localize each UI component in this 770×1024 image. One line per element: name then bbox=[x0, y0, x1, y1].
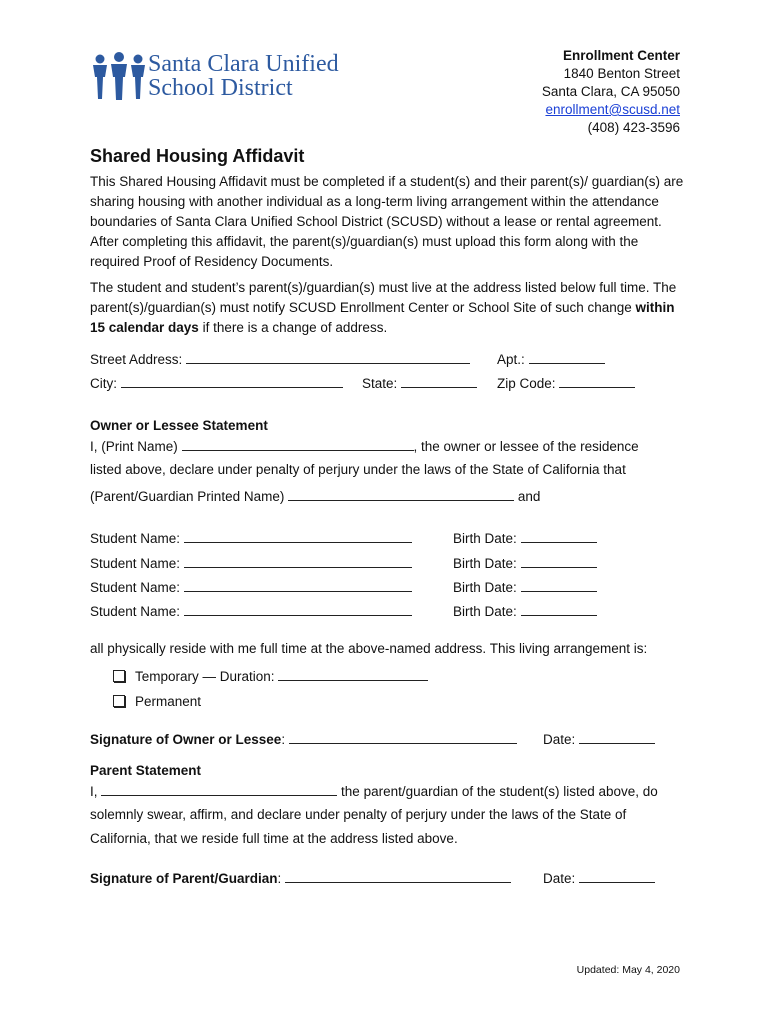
logo-line-1: Santa Clara Unified bbox=[148, 51, 339, 77]
parent-date-field[interactable] bbox=[543, 869, 655, 886]
people-logo-icon bbox=[92, 52, 146, 102]
intro-paragraph: This Shared Housing Affidavit must be completed if a student(s) and their parent(s)/ guardian(s) are sharing housing with another individual as a long-term living arrangement within the attendance boundaries of Santa Clara Unified School District (SCUSD) without a lease or rental agreement. After completing this affidavit, the parent(s)/guardian(s) must upload this form along with the required Proof of Residency Documents. bbox=[90, 174, 684, 269]
street-address-field[interactable] bbox=[90, 350, 470, 367]
permanent-label: Permanent bbox=[135, 694, 202, 709]
birth-date-field[interactable] bbox=[453, 578, 597, 595]
owner-date-field[interactable] bbox=[543, 730, 655, 747]
page-title: Shared Housing Affidavit bbox=[90, 146, 305, 166]
student-name-label: Student Name: bbox=[90, 604, 181, 619]
owner-signature-label: Signature of Owner or Lessee bbox=[90, 732, 282, 747]
notice-paragraph bbox=[90, 278, 690, 338]
state-label: State: bbox=[362, 376, 398, 391]
parent-signature-field[interactable] bbox=[90, 869, 511, 886]
street-label: Street Address: bbox=[90, 352, 183, 367]
notice-text-end: if there is a change of address. bbox=[198, 320, 388, 335]
parent-line-2: solemnly swear, affirm, and declare under penalty of perjury under the laws of the State of bbox=[90, 807, 627, 822]
birth-date-blank[interactable] bbox=[521, 602, 597, 616]
student-name-field[interactable] bbox=[90, 578, 412, 595]
birth-date-label: Birth Date: bbox=[453, 556, 517, 571]
parent-line-1-end: the parent/guardian of the student(s) listed above, do bbox=[341, 784, 658, 799]
guardian-name-line[interactable] bbox=[90, 487, 540, 504]
birth-date-label: Birth Date: bbox=[453, 531, 517, 546]
parent-line-3: California, that we reside full time at the address listed above. bbox=[90, 831, 458, 846]
owner-date-blank[interactable] bbox=[579, 730, 655, 744]
zip-field[interactable] bbox=[497, 374, 635, 391]
city-label: City: bbox=[90, 376, 117, 391]
birth-date-label: Birth Date: bbox=[453, 604, 517, 619]
notice-deadline: within 15 calendar days bbox=[90, 300, 675, 335]
student-name-field[interactable] bbox=[90, 554, 412, 571]
reside-statement: all physically reside with me full time at the above-named address. This living arrangement is: bbox=[90, 641, 648, 656]
temporary-checkbox[interactable] bbox=[113, 670, 125, 682]
address-line-1: 1840 Benton Street bbox=[563, 66, 680, 81]
birth-date-blank[interactable] bbox=[521, 578, 597, 592]
zip-label: Zip Code: bbox=[497, 376, 556, 391]
parent-name-blank[interactable] bbox=[101, 782, 337, 796]
updated-date: Updated: May 4, 2020 bbox=[576, 964, 680, 976]
owner-signature-colon: : bbox=[281, 732, 286, 747]
parent-date-label: Date: bbox=[543, 871, 576, 886]
student-name-label: Student Name: bbox=[90, 556, 181, 571]
temporary-option[interactable] bbox=[113, 667, 428, 684]
owner-name-blank[interactable] bbox=[182, 437, 414, 451]
parent-signature-blank[interactable] bbox=[285, 869, 511, 883]
guardian-name-blank[interactable] bbox=[288, 487, 514, 501]
owner-signature-blank[interactable] bbox=[289, 730, 517, 744]
city-blank[interactable] bbox=[121, 374, 343, 388]
birth-date-label: Birth Date: bbox=[453, 580, 517, 595]
apt-field[interactable] bbox=[497, 350, 605, 367]
address-line-2: Santa Clara, CA 95050 bbox=[541, 84, 680, 99]
student-name-blank[interactable] bbox=[184, 529, 412, 543]
student-name-label: Student Name: bbox=[90, 580, 181, 595]
district-name bbox=[148, 52, 339, 100]
birth-date-field[interactable] bbox=[453, 554, 597, 571]
zip-blank[interactable] bbox=[559, 374, 635, 388]
print-name-label: I, (Print Name) bbox=[90, 439, 178, 454]
permanent-checkbox[interactable] bbox=[113, 695, 125, 707]
student-name-label: Student Name: bbox=[90, 531, 181, 546]
duration-blank[interactable] bbox=[278, 667, 428, 681]
parent-signature-label: Signature of Parent/Guardian bbox=[90, 871, 278, 886]
contact-title: Enrollment Center bbox=[562, 48, 680, 63]
owner-line-2: listed above, declare under penalty of perjury under the laws of the State of California that bbox=[90, 462, 626, 477]
parent-date-blank[interactable] bbox=[579, 869, 655, 883]
owner-signature-field[interactable] bbox=[90, 730, 517, 747]
birth-date-field[interactable] bbox=[453, 529, 597, 546]
birth-date-blank[interactable] bbox=[521, 529, 597, 543]
contact-info bbox=[542, 47, 680, 137]
permanent-option[interactable] bbox=[113, 694, 201, 709]
email-link[interactable]: enrollment@scusd.net bbox=[545, 102, 680, 117]
and-text: and bbox=[517, 489, 541, 504]
city-field[interactable] bbox=[90, 374, 343, 391]
street-blank[interactable] bbox=[186, 350, 470, 364]
birth-date-field[interactable] bbox=[453, 602, 597, 619]
parent-heading: Parent Statement bbox=[90, 763, 202, 778]
owner-line-1-end: , the owner or lessee of the residence bbox=[413, 439, 639, 454]
owner-print-name-line[interactable] bbox=[90, 437, 639, 454]
guardian-name-label: (Parent/Guardian Printed Name) bbox=[90, 489, 285, 504]
state-blank[interactable] bbox=[401, 374, 477, 388]
phone-number: (408) 423-3596 bbox=[587, 120, 680, 135]
student-name-field[interactable] bbox=[90, 602, 412, 619]
temporary-label: Temporary — Duration: bbox=[135, 669, 275, 684]
district-logo bbox=[92, 52, 362, 104]
state-field[interactable] bbox=[362, 374, 477, 391]
student-name-blank[interactable] bbox=[184, 554, 412, 568]
parent-name-line[interactable] bbox=[90, 782, 658, 799]
owner-date-label: Date: bbox=[543, 732, 576, 747]
owner-heading: Owner or Lessee Statement bbox=[90, 418, 268, 433]
apt-blank[interactable] bbox=[529, 350, 605, 364]
notice-text: The student and student’s parent(s)/guardian(s) must live at the address listed below full time. The parent(s)/guardian(s) must notify SCUSD Enrollment Center or School Site of such change bbox=[90, 280, 677, 315]
parent-signature-colon: : bbox=[277, 871, 282, 886]
logo-line-2: School District bbox=[148, 75, 293, 101]
student-name-blank[interactable] bbox=[184, 578, 412, 592]
student-name-blank[interactable] bbox=[184, 602, 412, 616]
student-name-field[interactable] bbox=[90, 529, 412, 546]
birth-date-blank[interactable] bbox=[521, 554, 597, 568]
parent-i-label: I, bbox=[90, 784, 98, 799]
apt-label: Apt.: bbox=[497, 352, 525, 367]
